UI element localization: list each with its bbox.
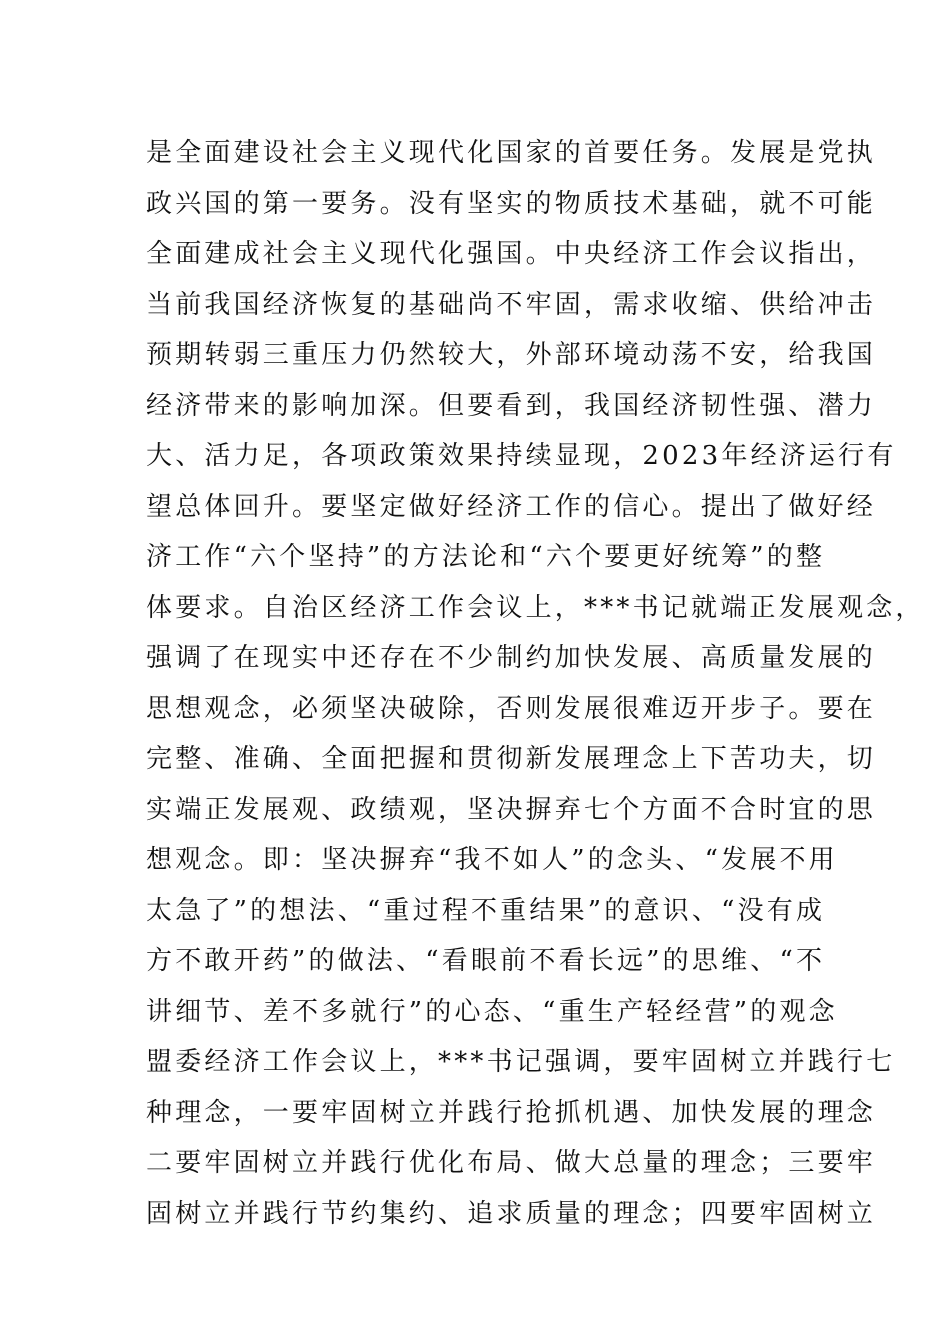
text-line: 固树立并践行节约集约、追求质量的理念；四要牢固树立 <box>146 1198 877 1229</box>
text-line: 盟委经济工作会议上，***书记强调，要牢固树立并践行七 <box>146 1047 896 1077</box>
text-line: 强调了在现实中还存在不少制约加快发展、高质量发展的 <box>146 643 877 673</box>
text-line: 济工作“六个坚持”的方法论和“六个要更好统筹”的整 <box>146 542 826 572</box>
text-line: 太急了”的想法、“重过程不重结果”的意识、“没有成 <box>146 895 826 926</box>
text-line: 完整、准确、全面把握和贯彻新发展理念上下苦功夫，切 <box>146 744 877 774</box>
body-text <box>146 128 925 1239</box>
text-line: 全面建成社会主义现代化强国。中央经济工作会议指出， <box>146 239 877 269</box>
text-line: 望总体回升。要坚定做好经济工作的信心。提出了做好经 <box>146 491 877 522</box>
text-line: 二要牢固树立并践行优化布局、做大总量的理念；三要牢 <box>146 1148 877 1178</box>
text-line: 是全面建设社会主义现代化国家的首要任务。发展是党执 <box>146 138 877 168</box>
text-line: 方不敢开药”的做法、“看眼前不看长远”的思维、“不 <box>146 946 826 976</box>
text-line: 大、活力足，各项政策效果持续显现，2023年经济运行有 <box>146 441 897 471</box>
text-line: 想观念。即：坚决摒弃“我不如人”的念头、“发展不用 <box>146 845 838 875</box>
text-line: 体要求。自治区经济工作会议上，***书记就端正发展观念， <box>146 592 925 623</box>
text-line: 经济带来的影响加深。但要看到，我国经济韧性强、潜力 <box>146 390 877 421</box>
text-line: 种理念，一要牢固树立并践行抢抓机遇、加快发展的理念 <box>146 1097 877 1128</box>
text-line: 当前我国经济恢复的基础尚不牢固，需求收缩、供给冲击 <box>146 289 877 320</box>
text-line: 思想观念，必须坚决破除，否则发展很难迈开步子。要在 <box>146 693 877 724</box>
text-line: 实端正发展观、政绩观，坚决摒弃七个方面不合时宜的思 <box>146 794 877 825</box>
text-line: 讲细节、差不多就行”的心态、“重生产轻经营”的观念 <box>146 996 838 1027</box>
text-line: 预期转弱三重压力仍然较大，外部环境动荡不安，给我国 <box>146 340 877 370</box>
text-line: 政兴国的第一要务。没有坚实的物质技术基础，就不可能 <box>146 188 877 219</box>
